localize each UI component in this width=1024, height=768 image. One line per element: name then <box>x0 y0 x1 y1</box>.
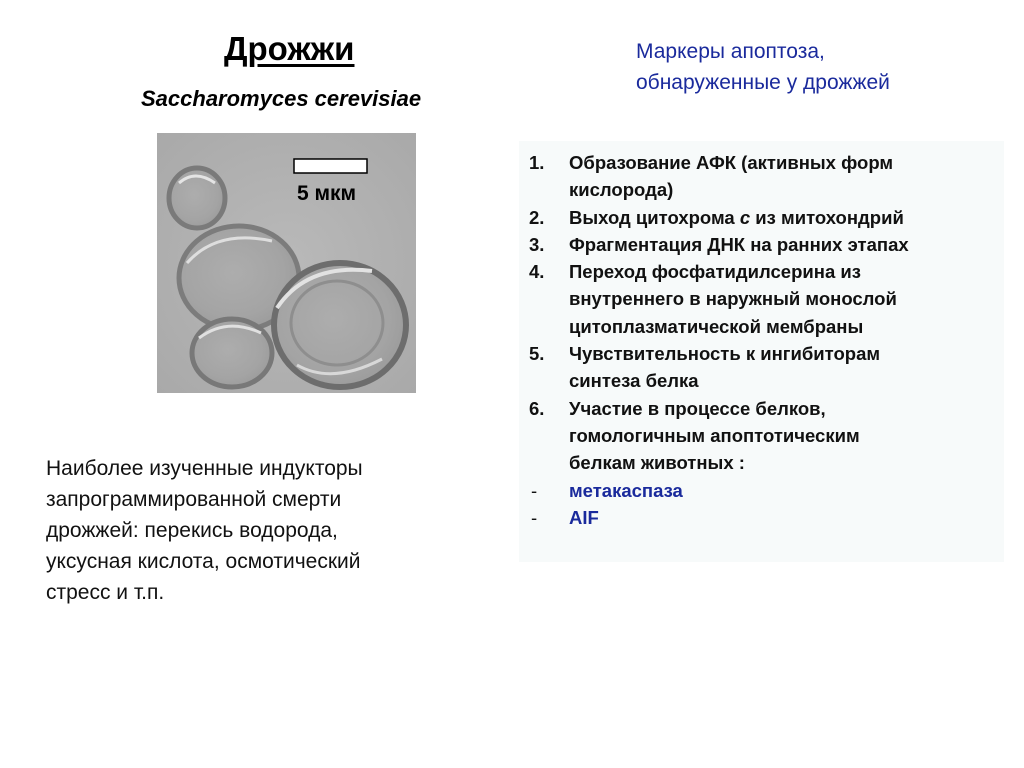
marker-number: 2. <box>529 206 545 228</box>
apoptosis-markers-panel <box>519 141 1004 562</box>
sub-item-bullet: - <box>531 506 538 528</box>
marker-item <box>529 204 999 231</box>
sub-item-label: AIF <box>569 506 599 528</box>
apoptosis-markers-list <box>529 149 999 531</box>
marker-item <box>529 258 999 340</box>
scale-bar <box>294 159 367 173</box>
marker-text-part: из митохондрий <box>750 206 904 228</box>
inducers-line: стресс и т.п. <box>46 581 165 604</box>
marker-text-line: белкам животных : <box>569 452 745 474</box>
yeast-micrograph <box>157 133 416 393</box>
marker-text-part: Выход цитохрома <box>569 206 740 228</box>
marker-text-line: внутреннего в наружный монослой <box>569 288 897 310</box>
inducers-line: дрожжей: перекись водорода, <box>46 519 338 542</box>
scale-bar-label: 5 мкм <box>297 182 357 205</box>
marker-text-line: цитоплазматической мембраны <box>569 315 864 337</box>
marker-sub-item-metacaspase <box>529 477 999 504</box>
marker-item <box>529 149 999 204</box>
marker-text-line: Фрагментация ДНК на ранних этапах <box>569 233 909 255</box>
marker-number: 5. <box>529 343 545 365</box>
marker-number: 1. <box>529 152 545 173</box>
marker-item <box>529 231 999 258</box>
marker-number: 6. <box>529 397 545 419</box>
markers-heading-line: обнаруженные у дрожжей <box>636 71 890 94</box>
marker-text-line: синтеза белка <box>569 370 699 392</box>
page-title: Дрожжи <box>224 30 355 67</box>
species-subtitle: Saccharomyces cerevisiae <box>141 86 422 111</box>
markers-heading <box>636 36 890 98</box>
marker-text-line: Чувствительность к ингибиторам <box>569 343 881 365</box>
marker-text-line: Участие в процессе белков, <box>569 397 826 419</box>
marker-number: 3. <box>529 233 545 255</box>
marker-text-line: Образование АФК (активных форм <box>569 152 894 173</box>
marker-text-line: кислорода) <box>569 179 674 201</box>
marker-text-line: Переход фосфатидилсерина из <box>569 261 861 283</box>
markers-heading-line: Маркеры апоптоза, <box>636 40 825 63</box>
sub-item-label: метакаспаза <box>569 479 683 501</box>
marker-item <box>529 395 999 477</box>
marker-item <box>529 340 999 395</box>
marker-text-italic: c <box>739 206 751 228</box>
inducers-line: запрограммированной смерти <box>46 488 342 511</box>
inducers-line: уксусная кислота, осмотический <box>46 550 361 573</box>
marker-number: 4. <box>529 261 545 283</box>
sub-item-bullet: - <box>531 479 538 501</box>
marker-sub-item-aif <box>529 504 999 531</box>
inducers-line: Наиболее изученные индукторы <box>46 457 363 480</box>
inducers-paragraph <box>46 453 456 608</box>
yeast-cells-image <box>157 133 416 393</box>
marker-text-line: гомологичным апоптотическим <box>569 424 860 446</box>
